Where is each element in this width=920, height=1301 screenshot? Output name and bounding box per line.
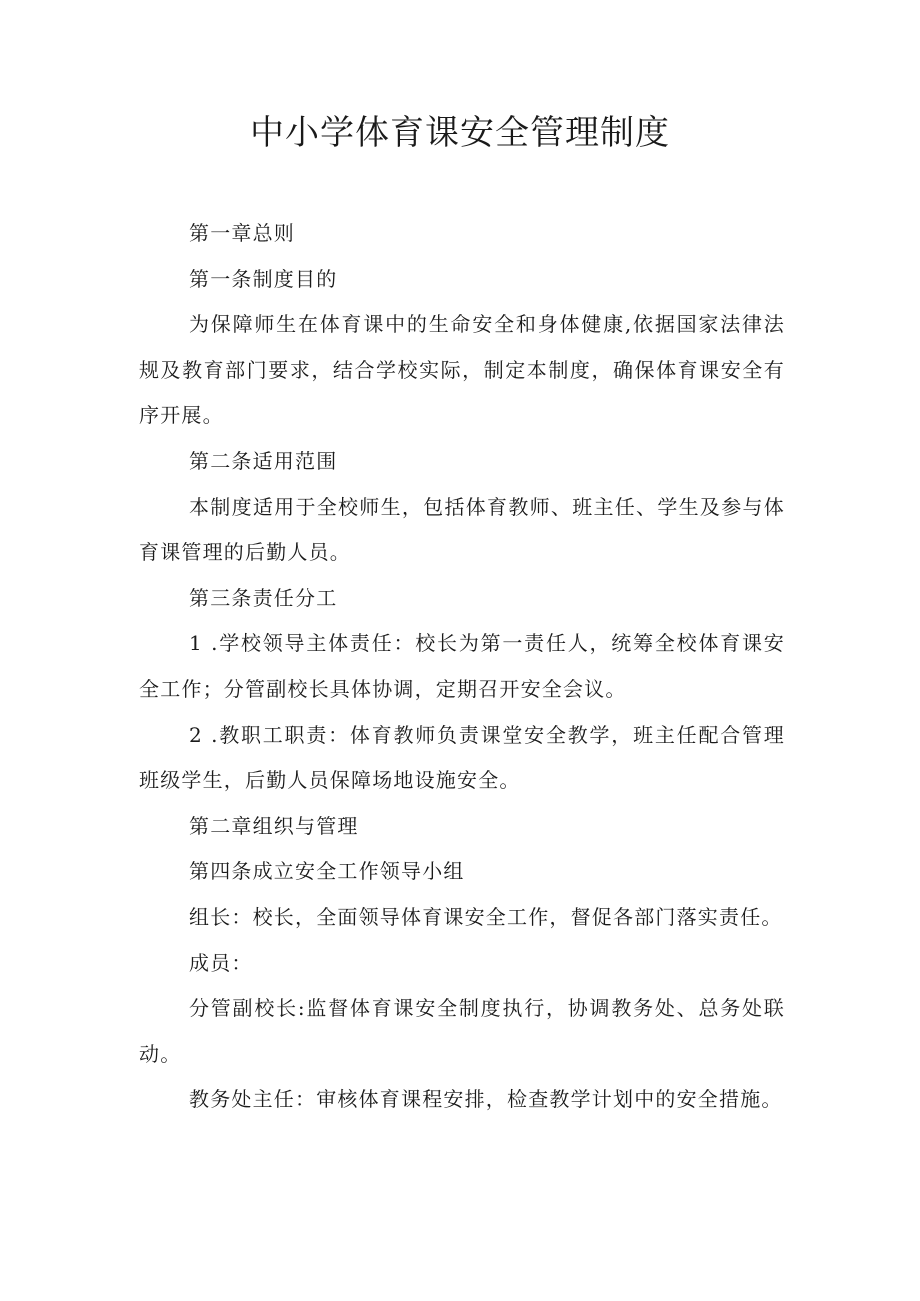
body-paragraph: 本制度适用于全校师生，包括体育教师、班主任、学生及参与体育课管理的后勤人员。 xyxy=(139,494,785,565)
body-paragraph: 为保障师生在体育课中的生命安全和身体健康,依据国家法律法规及教育部门要求，结合学校实际，制定本制度，确保体育课安全有序开展。 xyxy=(139,312,785,428)
document-title: 中小学体育课安全管理制度 xyxy=(250,113,670,153)
chapter-heading: 第一章总则 xyxy=(189,221,295,245)
article-heading: 第一条制度目的 xyxy=(189,266,338,291)
body-paragraph: 教务处主任：审核体育课程安排，检查教学计划中的安全措施。 xyxy=(189,1087,783,1112)
body-paragraph: 组长：校长，全面领导体育课安全工作，督促各部门落实责任。 xyxy=(189,904,783,929)
article-heading: 第四条成立安全工作领导小组 xyxy=(189,859,465,884)
numbered-paragraph: 1 .学校领导主体责任：校长为第一责任人，统筹全校体育课安全工作；分管副校长具体协调，定期召开安全会议。 xyxy=(139,631,785,701)
document-body xyxy=(139,211,785,1123)
article-heading: 第二条适用范围 xyxy=(189,448,338,473)
chapter-heading: 第二章组织与管理 xyxy=(189,813,359,838)
body-paragraph: 分管副校长:监督体育课安全制度执行，协调教务处、总务处联动。 xyxy=(139,996,785,1066)
body-paragraph: 成员： xyxy=(189,950,253,975)
article-heading: 第三条责任分工 xyxy=(189,585,338,610)
numbered-paragraph: 2 .教职工职责：体育教师负责课堂安全教学，班主任配合管理班级学生，后勤人员保障场地设施安全。 xyxy=(139,722,785,793)
